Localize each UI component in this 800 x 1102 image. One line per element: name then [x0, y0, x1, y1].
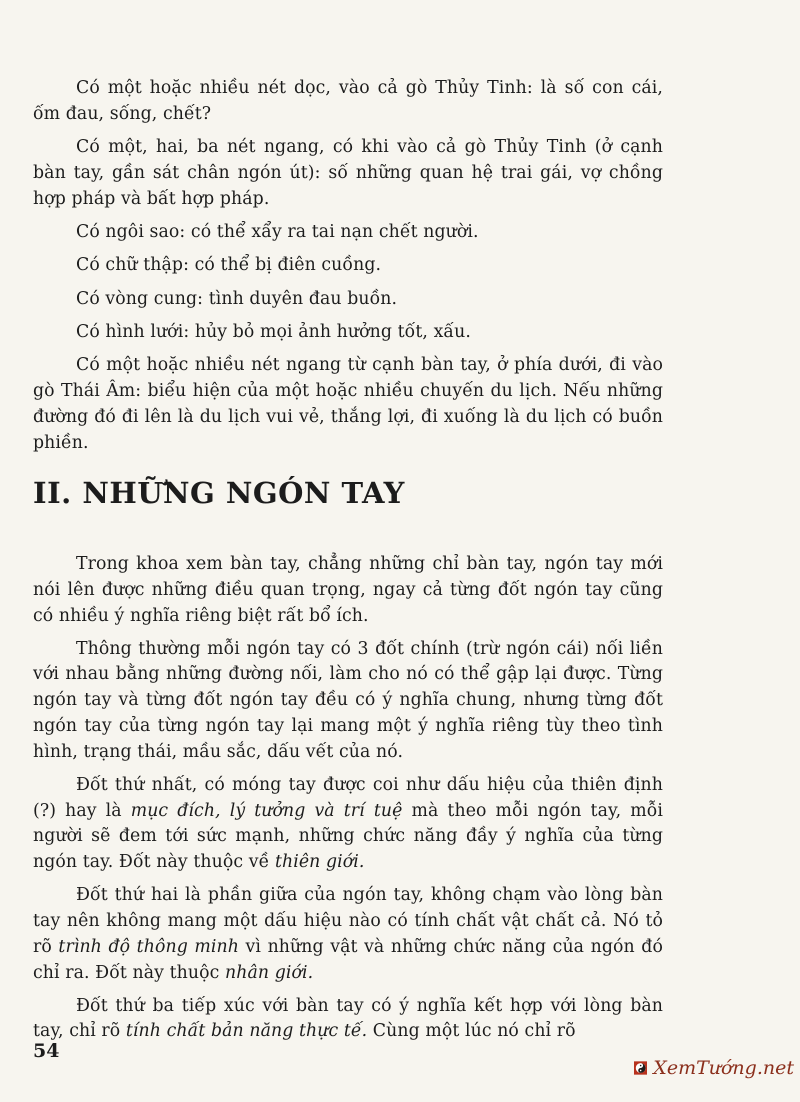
paragraph: Thông thường mỗi ngón tay có 3 đốt chính (trừ ngón cái) nối liền với nhau bằng những đường nối, làm cho nó có thể gập lại được. Từng ngón tay và từng đốt ngón tay đều có ý nghĩa chung, nhưng từng đốt ngón tay của từng ngón tay lại mang một ý nghĩa riêng tùy theo tình hình, trạng thái, mầu sắc, dấu vết của nó.	[33, 638, 663, 762]
page-number: 54	[33, 1040, 60, 1062]
emphasis: trình độ thông minh	[58, 936, 239, 957]
yin-yang-icon	[634, 1053, 647, 1083]
paragraph: Đốt thứ ba tiếp xúc với bàn tay có ý nghĩa kết hợp với lòng bàn tay, chỉ rõ tính chất bản năng thực tế. Cùng một lúc nó chỉ rõ	[33, 995, 663, 1042]
fingers-section-paragraphs	[33, 552, 663, 1045]
emphasis: nhân giới.	[225, 962, 314, 983]
paragraph: Có một hoặc nhiều nét ngang từ cạnh bàn tay, ở phía dưới, đi vào gò Thái Âm: biểu hiện của một hoặc nhiều chuyến du lịch. Nếu những đường đó đi lên là du lịch vui vẻ, thắng lợi, đi xuống là du lịch có buồn phiền.	[33, 355, 663, 453]
section-heading: II. NHỮNG NGÓN TAY	[33, 476, 405, 510]
palm-lines-paragraphs	[33, 76, 663, 456]
paragraph: Trong khoa xem bàn tay, chẳng những chỉ bàn tay, ngón tay mới nói lên được những điều quan trọng, ngay cả từng đốt ngón tay cũng có nhiều ý nghĩa riêng biệt rất bổ ích.	[33, 554, 663, 626]
paragraph: Có một, hai, ba nét ngang, có khi vào cả gò Thủy Tinh (ở cạnh bàn tay, gần sát chân ngón út): số những quan hệ trai gái, vợ chồng hợp pháp và bất hợp pháp.	[33, 137, 663, 209]
paragraph: Đốt thứ nhất, có móng tay được coi như dấu hiệu của thiên định (?) hay là mục đích, lý tưởng và trí tuệ mà theo mỗi ngón tay, mỗi người sẽ đem tới sức mạnh, những chức năng đầy ý nghĩa của từng ngón tay. Đốt này thuộc về thiên giới.	[33, 774, 663, 873]
paragraph: Có vòng cung: tình duyên đau buồn.	[76, 288, 398, 309]
watermark-text: XemTướng.net	[653, 1057, 794, 1079]
paragraph: Có ngôi sao: có thể xẩy ra tai nạn chết người.	[76, 221, 479, 242]
paragraph: Có hình lưới: hủy bỏ mọi ảnh hưởng tốt, xấu.	[76, 321, 471, 342]
watermark-logo	[634, 1048, 794, 1088]
paragraph: Có một hoặc nhiều nét dọc, vào cả gò Thủy Tinh: là số con cái, ốm đau, sống, chết?	[33, 78, 663, 124]
emphasis: mục đích, lý tưởng và trí tuệ	[130, 800, 403, 821]
paragraph: Đốt thứ hai là phần giữa của ngón tay, không chạm vào lòng bàn tay nên không mang một dấu hiệu nào có tính chất vật chất cả. Nó tỏ rõ trình độ thông minh vì những vật và những chức năng của ngón đó chỉ ra. Đốt này thuộc nhân giới.	[33, 885, 663, 983]
emphasis: thiên giới.	[274, 852, 365, 873]
emphasis: tính chất bản năng thực tế.	[125, 1021, 368, 1042]
paragraph: Có chữ thập: có thể bị điên cuồng.	[76, 255, 382, 276]
